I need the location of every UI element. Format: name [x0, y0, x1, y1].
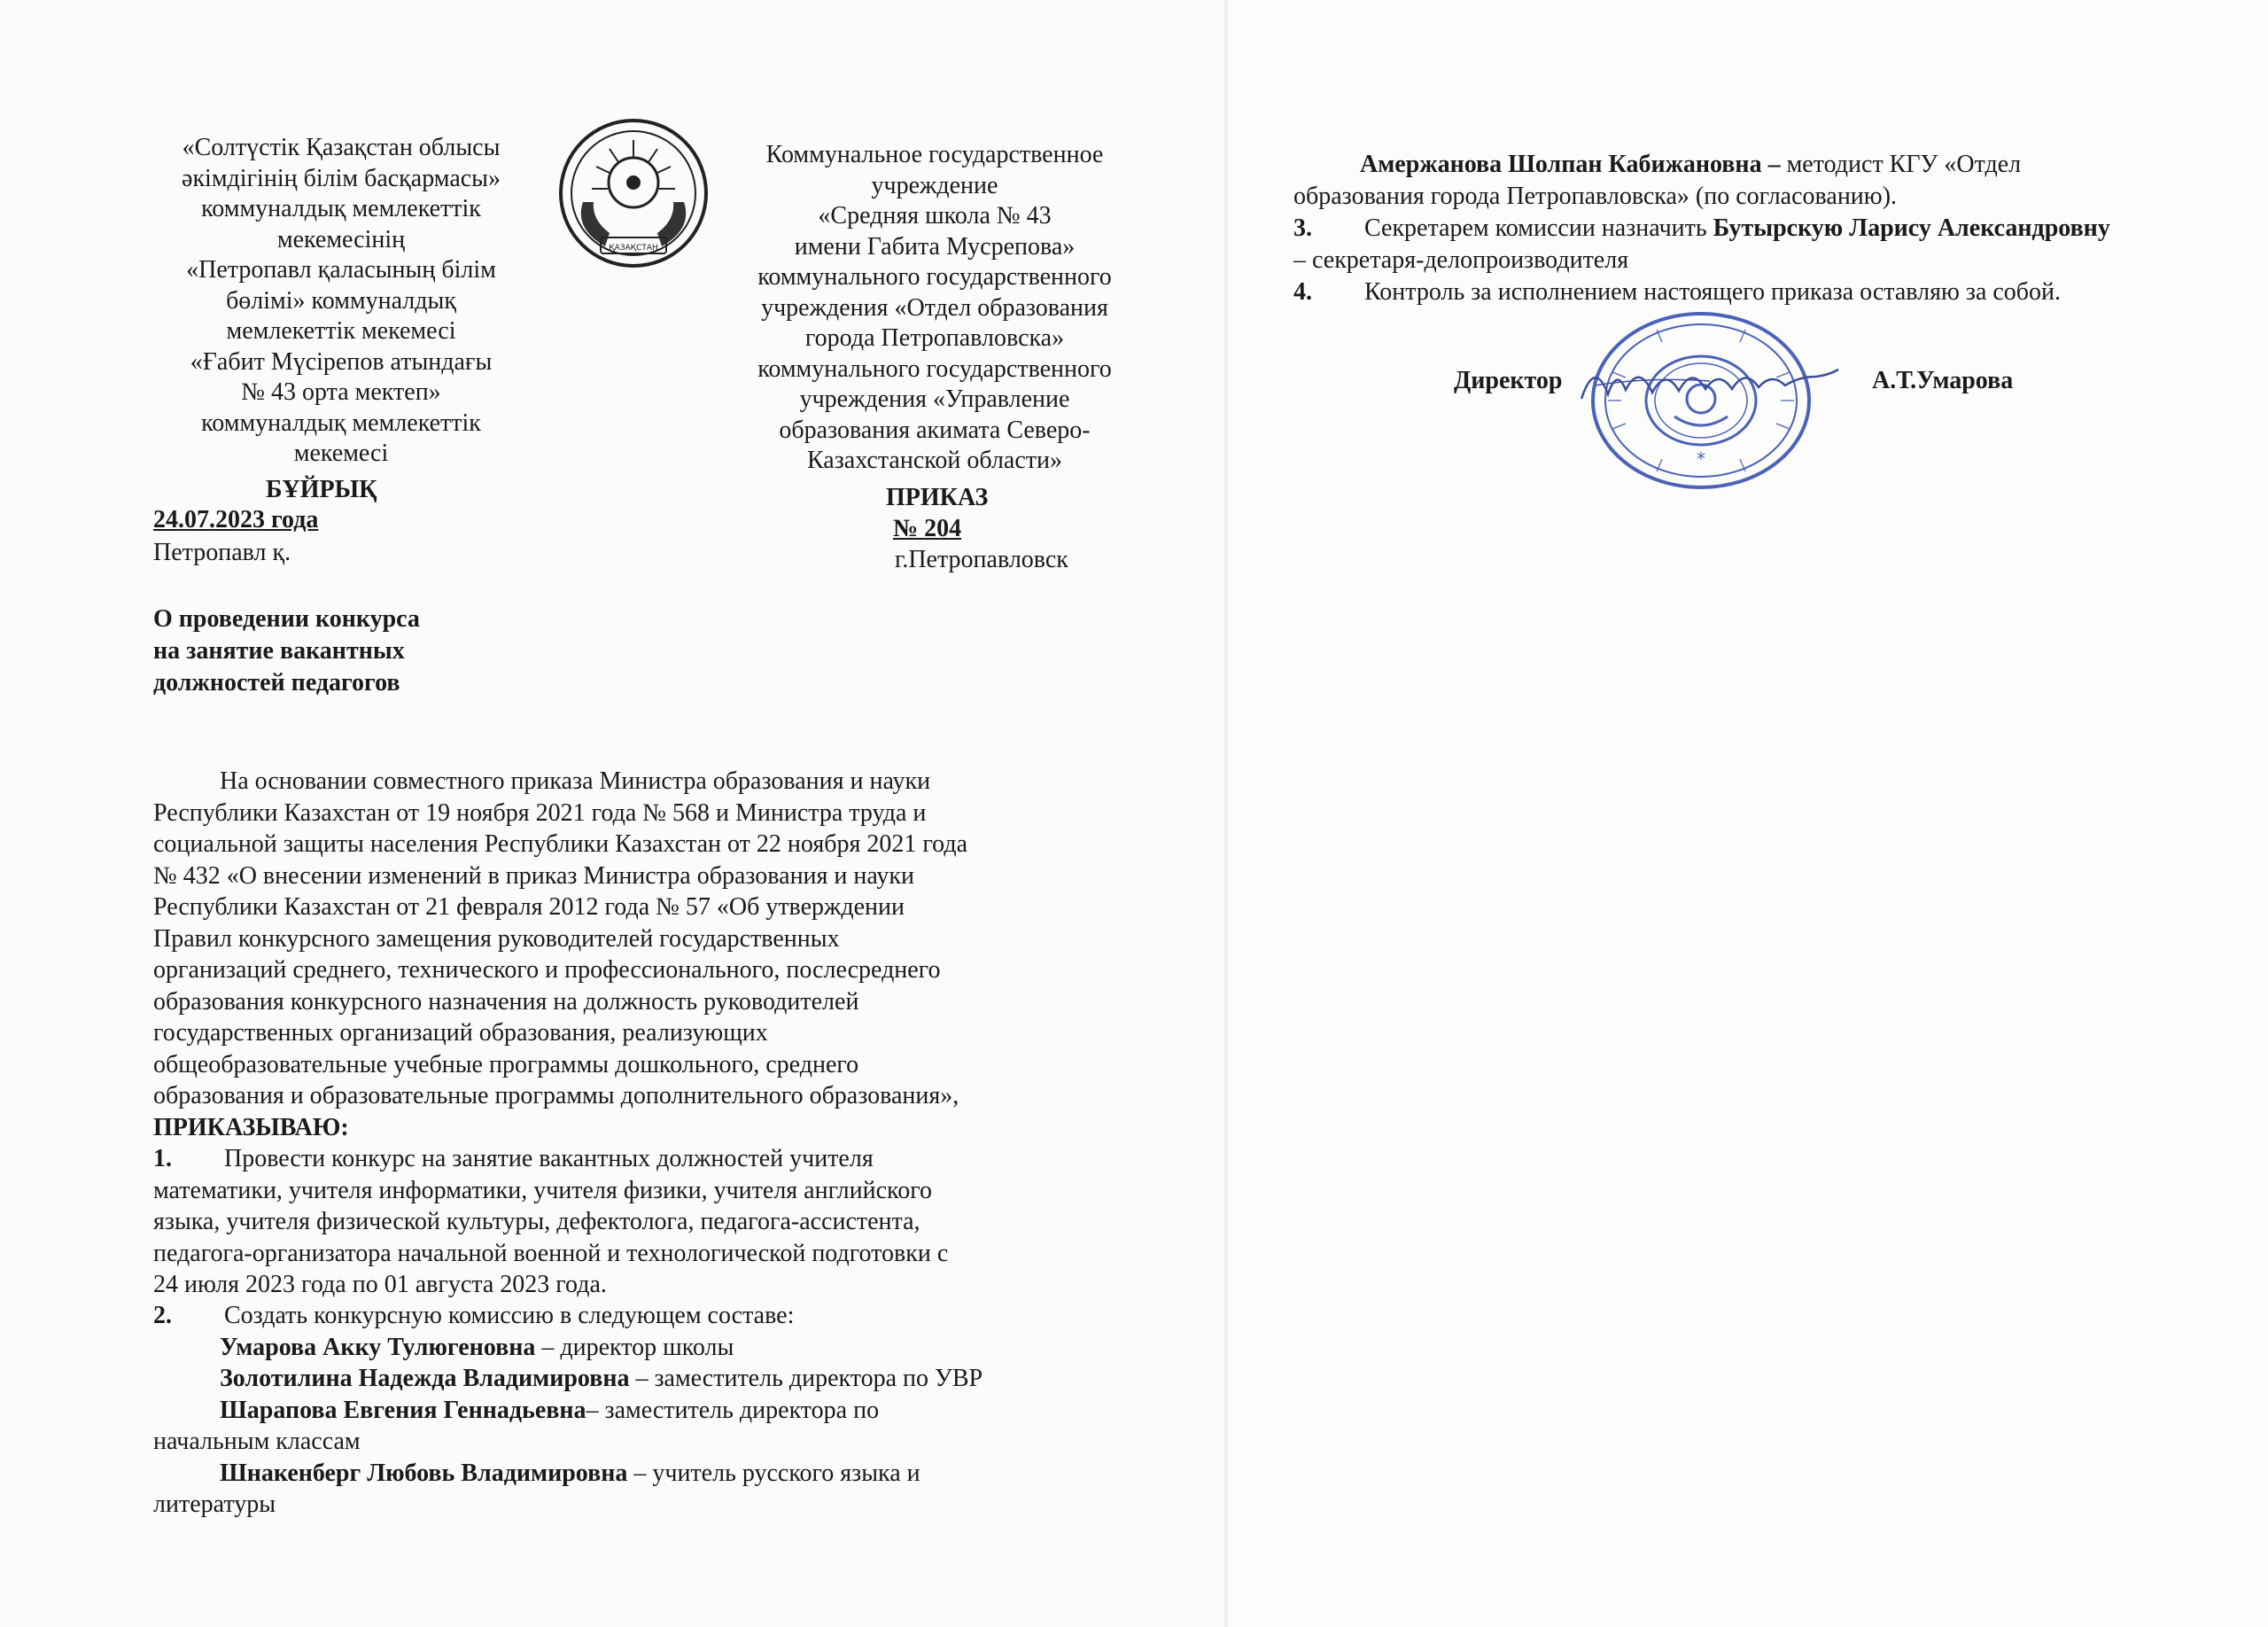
right-page-text — [1293, 149, 2110, 308]
preamble-line: государственных организаций образования, реализующих — [153, 1019, 768, 1047]
header-ru-line: коммунального государственного — [757, 263, 1112, 291]
item-1 — [153, 1143, 948, 1301]
header-ru-line: «Средняя школа № 43 — [818, 202, 1052, 230]
preamble-line: Республики Казахстан от 21 февраля 2012 года № 57 «Об утверждении — [153, 893, 905, 921]
member-role-cont: литературы — [153, 1491, 276, 1518]
member-role: – заместитель директора по — [586, 1396, 880, 1424]
item-text: 24 июля 2023 года по 01 августа 2023 года. — [153, 1271, 607, 1298]
city-ru: г.Петропавловск — [895, 546, 1068, 573]
member-name: Шарапова Евгения Геннадьевна — [220, 1396, 586, 1424]
member-role: – директор школы — [535, 1333, 734, 1361]
preamble — [153, 766, 967, 1143]
header-kz-line: мемлекеттік мекемесі — [226, 317, 456, 345]
item-text: Контроль за исполнением настоящего приказа оставляю за собой. — [1364, 278, 2062, 306]
header-ru-line: учреждение — [871, 171, 998, 199]
header-kz-line: № 43 орта мектеп» — [241, 378, 441, 406]
doc-type-kz: БҰЙРЫҚ — [266, 476, 377, 503]
member — [153, 1332, 983, 1364]
member-role: – учитель русского языка и — [627, 1459, 920, 1487]
member-role: – заместитель директора по УВР — [629, 1365, 983, 1392]
signature-title: Директор — [1454, 367, 1563, 394]
preamble-line: Республики Казахстан от 19 ноября 2021 года № 568 и Министра труда и — [153, 798, 927, 827]
header-kz-line: мекемесі — [293, 440, 389, 467]
svg-text:*: * — [1697, 448, 1705, 470]
subject-line: на занятие вакантных — [153, 637, 405, 665]
handwritten-signature-icon — [1577, 350, 1843, 412]
header-kz-line: коммуналдық мемлекеттік — [201, 195, 481, 222]
item-text: Провести конкурс на занятие вакантных должностей учителя — [224, 1145, 874, 1172]
order-number: № 204 — [893, 515, 962, 542]
item-text: математики, учителя информатики, учителя физики, учителя английского — [153, 1176, 932, 1204]
item-number: 3. — [1293, 214, 1312, 242]
secretary-name: Бутырскую Ларису Александровну — [1713, 214, 2110, 242]
svg-text:ҚАЗАҚСТАН: ҚАЗАҚСТАН — [609, 244, 658, 253]
doc-type-ru: ПРИКАЗ — [886, 484, 989, 511]
order-date: 24.07.2023 года — [153, 506, 319, 533]
order-word: ПРИКАЗЫВАЮ: — [153, 1113, 349, 1141]
preamble-line: Правил конкурсного замещения руководителей государственных — [153, 924, 840, 953]
member-role-cont: образования города Петропавловска» (по согласованию). — [1293, 183, 1898, 210]
member — [153, 1458, 983, 1490]
header-kz-line: мекемесінің — [276, 225, 406, 253]
member — [153, 1363, 983, 1395]
preamble-line: образования конкурсного назначения на должность руководителей — [153, 987, 859, 1016]
header-kz-line: «Петропавл қаласының білім — [186, 256, 496, 284]
item-text: Создать конкурсную комиссию в следующем составе: — [224, 1302, 795, 1329]
member — [153, 1395, 983, 1427]
item-text: языка, учителя физической культуры, дефектолога, педагога-ассистента, — [153, 1208, 920, 1235]
preamble-line: № 432 «О внесении изменений в приказ Министра образования и науки — [153, 861, 914, 890]
state-emblem-icon — [556, 113, 711, 271]
header-kz-line: коммуналдық мемлекеттік — [201, 409, 481, 437]
preamble-line: общеобразовательные учебные программы дошкольного, среднего — [153, 1050, 859, 1078]
member-role: методист КГУ «Отдел — [1780, 151, 2022, 178]
item-text: Секретарем комиссии назначить — [1364, 214, 1713, 242]
signature-name: А.Т.Умарова — [1872, 367, 2014, 394]
member-name: Амержанова Шолпан Кабижановна – — [1360, 151, 1781, 178]
item-text: педагога-организатора начальной военной и технологической подготовки с — [153, 1239, 949, 1267]
order-subject — [153, 603, 420, 699]
header-kz — [133, 133, 549, 470]
header-ru-line: имени Габита Мусрепова» — [794, 232, 1076, 261]
header-ru-line: учреждения «Отдел образования — [761, 293, 1108, 322]
header-kz-line: «Ғабит Мүсірепов атындағы — [190, 347, 493, 376]
subject-line: должностей педагогов — [153, 669, 400, 697]
header-ru-line: города Петропавловска» — [804, 324, 1065, 352]
member-name: Умарова Акку Тулюгеновна — [220, 1333, 536, 1361]
header-ru-line: Коммунальное государственное — [765, 141, 1104, 168]
preamble-line: На основании совместного приказа Министра образования и науки — [220, 767, 931, 795]
preamble-line: организаций среднего, технического и профессионального, послесреднего — [153, 956, 941, 984]
subject-line: О проведении конкурса — [153, 605, 420, 633]
header-ru-line: Казахстанской области» — [806, 447, 1063, 474]
member-name: Шнакенберг Любовь Владимировна — [220, 1459, 628, 1487]
header-kz-line: әкімдігінің білім басқармасы» — [182, 164, 501, 192]
item-text: – секретаря-делопроизводителя — [1293, 246, 1629, 274]
item-number: 2. — [153, 1302, 172, 1329]
item-number: 1. — [153, 1145, 172, 1172]
header-ru — [722, 140, 1147, 477]
header-ru-line: учреждения «Управление — [799, 385, 1070, 413]
city-kz: Петропавл қ. — [153, 539, 291, 566]
header-kz-line: бөлімі» коммуналдық — [226, 286, 456, 315]
header-kz-line: «Солтүстік Қазақстан облысы — [182, 134, 501, 161]
member-name: Золотилина Надежда Владимировна — [220, 1365, 630, 1392]
item-2 — [153, 1300, 983, 1521]
preamble-line: образования и образовательные программы дополнительного образования», — [153, 1082, 959, 1109]
header-ru-line: коммунального государственного — [757, 354, 1112, 383]
item-number: 4. — [1293, 278, 1312, 306]
member-role-cont: начальным классам — [153, 1428, 361, 1455]
header-ru-line: образования акимата Северо- — [779, 416, 1091, 444]
preamble-line: социальной защиты населения Республики Казахстан от 22 ноября 2021 года — [153, 830, 967, 858]
